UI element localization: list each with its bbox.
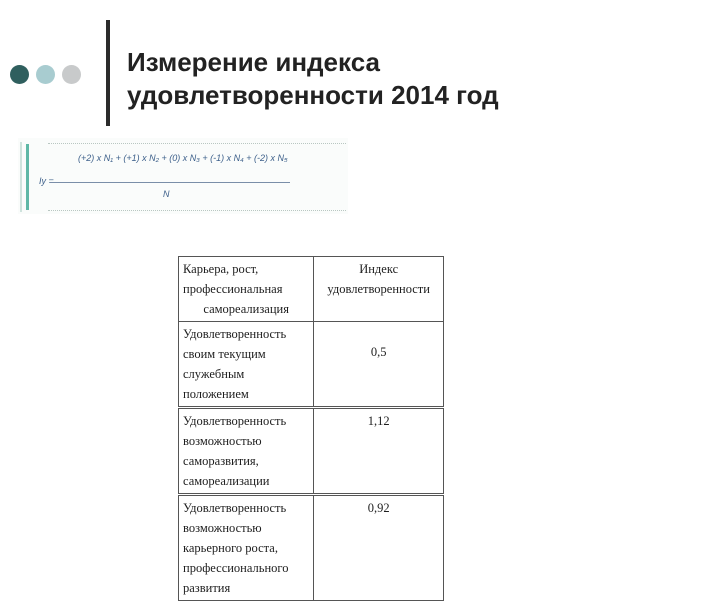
row-value: 1,12 bbox=[314, 408, 444, 495]
row-label-line: Удовлетворенность своим текущим bbox=[183, 327, 287, 361]
row-value: 0,92 bbox=[314, 495, 444, 601]
header-line: Карьера, рост, профессиональная bbox=[183, 262, 283, 296]
formula-image bbox=[18, 138, 348, 214]
decorative-dots bbox=[10, 65, 81, 84]
formula-dotted-rule-top bbox=[48, 143, 346, 144]
row-label-line: Удовлетворенность возможностью bbox=[183, 501, 287, 535]
table-row bbox=[179, 408, 444, 495]
formula-accent-bar bbox=[26, 144, 29, 210]
row-label bbox=[179, 408, 314, 495]
row-value: 0,5 bbox=[314, 322, 444, 408]
formula-edge bbox=[20, 142, 22, 212]
table-header-row bbox=[179, 257, 444, 322]
row-label-line: карьерного роста, bbox=[183, 541, 278, 555]
dot-gray bbox=[62, 65, 81, 84]
table-row bbox=[179, 495, 444, 601]
formula-denominator: N bbox=[163, 189, 170, 199]
formula-fraction-bar bbox=[50, 182, 290, 183]
page-title bbox=[127, 46, 687, 112]
dot-light-blue bbox=[36, 65, 55, 84]
header-line: самореализация bbox=[203, 302, 289, 316]
row-label bbox=[179, 495, 314, 601]
row-label bbox=[179, 322, 314, 408]
row-label-line: профессионального развития bbox=[183, 561, 289, 595]
row-label-line: саморазвития, самореализации bbox=[183, 454, 270, 488]
row-label-line: служебным положением bbox=[183, 367, 249, 401]
title-line-1: Измерение индекса bbox=[127, 47, 380, 77]
table-row bbox=[179, 322, 444, 408]
header-cell-index: Индекс удовлетворенности bbox=[314, 257, 444, 322]
title-line-2: удовлетворенности 2014 год bbox=[127, 80, 499, 110]
dot-dark bbox=[10, 65, 29, 84]
title-divider bbox=[106, 20, 110, 126]
satisfaction-table bbox=[178, 256, 444, 601]
formula-numerator: (+2) x N₁ + (+1) x N₂ + (0) x N₃ + (-1) x N₄ + (-2) x N₅ bbox=[78, 153, 288, 163]
formula-lhs: Iy = bbox=[39, 176, 54, 186]
row-label-line: Удовлетворенность возможностью bbox=[183, 414, 287, 448]
header-cell-category bbox=[179, 257, 314, 322]
formula-dotted-rule-bottom bbox=[48, 210, 346, 211]
